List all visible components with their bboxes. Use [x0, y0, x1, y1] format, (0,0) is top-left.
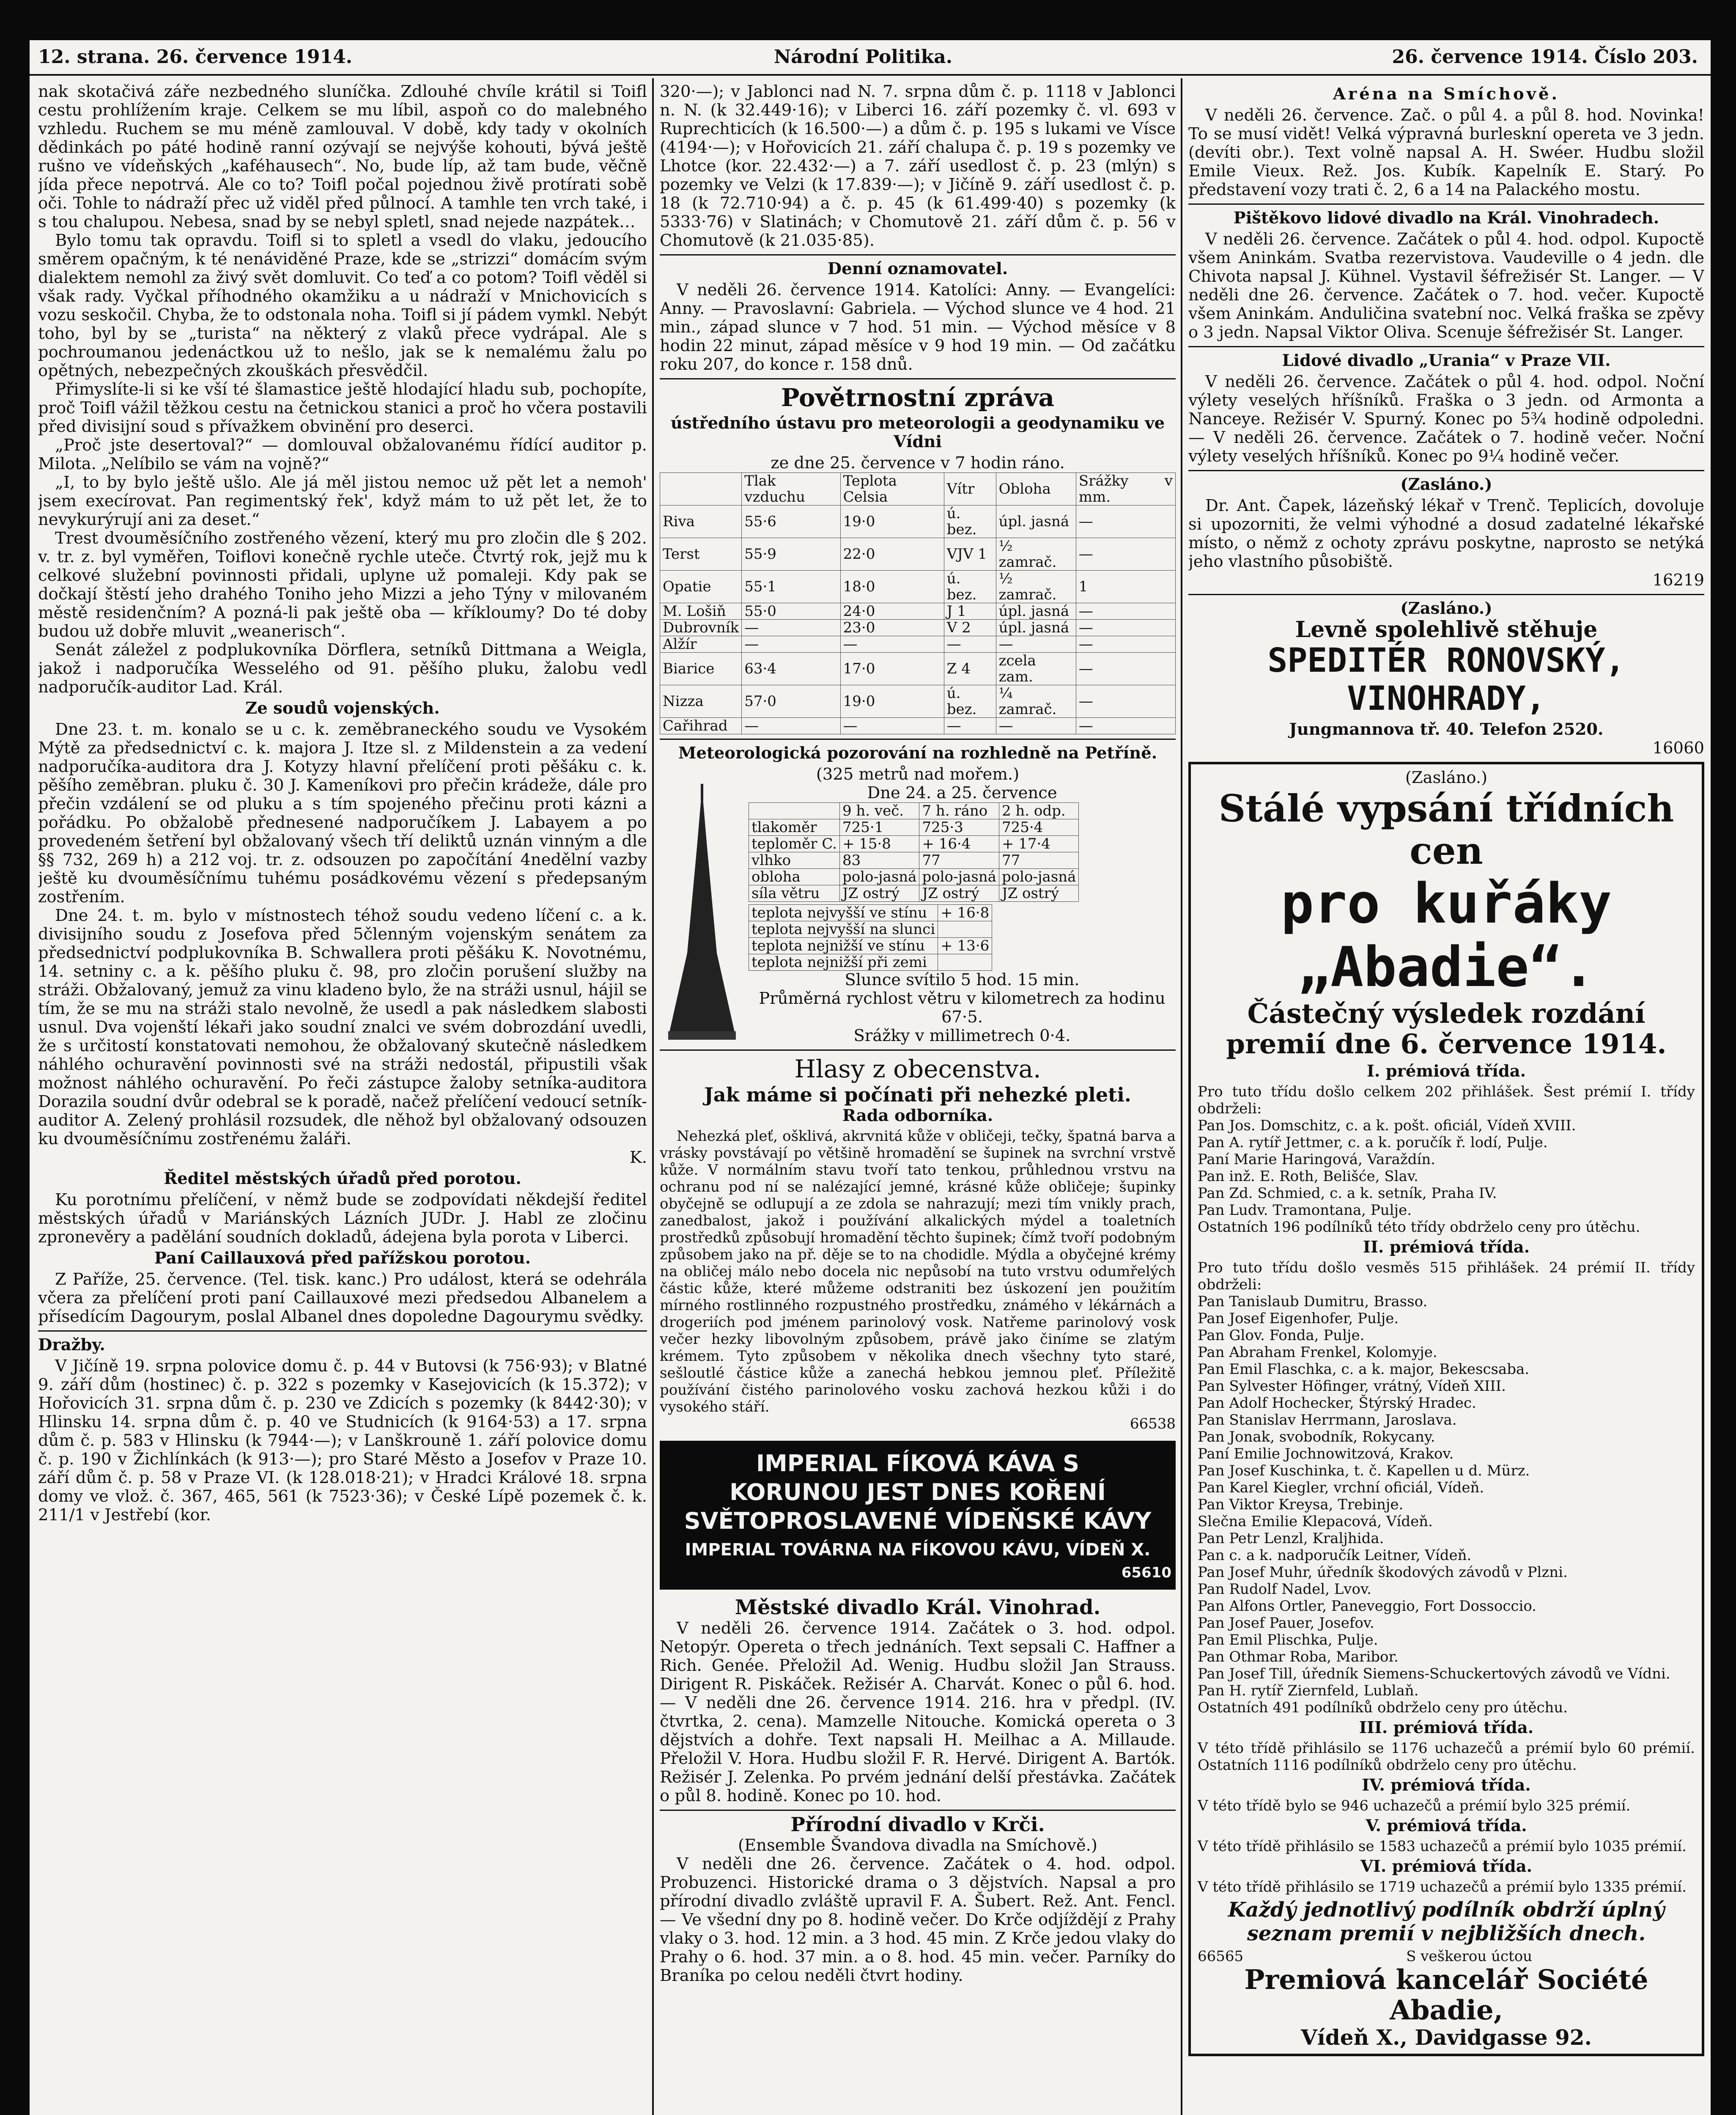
section-heading: Dražby. — [38, 1335, 105, 1354]
table-cell: teplota nejnižší ve stínu — [749, 938, 938, 954]
table-cell: JZ ostrý — [919, 885, 999, 902]
table-row — [749, 905, 992, 921]
divider — [1188, 470, 1704, 471]
table-cell: — — [996, 718, 1076, 734]
abadie-brand: pro kuřáky „Abadie“. — [1281, 871, 1612, 999]
voices-heading: Jak máme si počínati při nehezké pleti. — [704, 1083, 1131, 1106]
abadie-respect: S veškerou úctou — [1406, 1948, 1533, 1965]
table-cell: 83 — [839, 852, 919, 869]
table-cell — [938, 954, 992, 971]
prize-class-heading: V. prémiová třída. — [1366, 1816, 1527, 1835]
page-header — [30, 40, 1711, 76]
table-cell: 55·6 — [742, 505, 840, 538]
table-cell: 55·0 — [742, 603, 840, 620]
weather-title: Povětrnostní zpráva — [781, 383, 1055, 412]
table-cell: polo-jasná — [999, 869, 1079, 885]
ad-number: 16219 — [1652, 571, 1704, 590]
table-cell: teplota nejvyšší na slunci — [749, 921, 938, 938]
list-item: Pan A. rytíř Jettmer, c. a k. poručík ř. lodí, Pulje. — [1198, 1134, 1548, 1151]
table-cell: teploměr C. — [749, 836, 840, 852]
coffee-line: IMPERIAL FÍKOVÁ KÁVA S — [756, 1450, 1080, 1477]
table-cell: 19·0 — [840, 505, 944, 538]
table-cell: ú. bez. — [944, 571, 996, 603]
meteo-extremes — [749, 904, 992, 971]
table-cell: + 16·8 — [938, 905, 992, 921]
list-item: Pan Jonak, svobodník, Rokycany. — [1198, 1428, 1435, 1445]
article-paragraph: Přimyslíte-li si ke vší té šlamastice ještě hlodající hladu sub, pochopíte, proč Toifl vážil těžkou cestu na četnickou stanici a proč ho včera postavili před divisijní soud s přívažkem obvinění pro deserci. — [38, 380, 647, 436]
table-row — [749, 921, 992, 938]
meteo-date: Dne 24. a 25. července — [867, 783, 1057, 802]
table-cell: M. Lošiň — [660, 603, 742, 620]
capek-notice: Dr. Ant. Čapek, lázeňský lékař v Trenč. Teplicích, dovoluje si upozorniti, že velmi výhodné a dosud zadatelné lékařské místo, o němž z ochoty zprávu poskytne, naprosto se netýká jeho vlastního působiště. — [1188, 496, 1704, 571]
table-row — [660, 538, 1176, 571]
table-cell: — — [1076, 538, 1175, 571]
prize-class-rest: Ostatních 491 podílníků obdrželo ceny pro útěchu. — [1198, 1699, 1568, 1716]
prize-class-heading: III. prémiová třída. — [1359, 1718, 1534, 1737]
prize-class-heading: II. prémiová třída. — [1363, 1238, 1530, 1257]
nature-theatre-heading: Přírodní divadlo v Krči. — [790, 1813, 1045, 1836]
table-cell: JZ ostrý — [999, 885, 1079, 902]
ad-number: 66565 — [1198, 1948, 1244, 1965]
divider — [660, 739, 1176, 740]
prize-class-text: V této třídě přihlásilo se 1719 uchazečů a prémií bylo 1335 prémií. — [1198, 1879, 1687, 1895]
table-cell: Riva — [660, 505, 742, 538]
table-row — [749, 885, 1079, 902]
section-heading: Ředitel městských úřadů před porotou. — [164, 1169, 521, 1188]
table-cell: 17·0 — [840, 653, 944, 685]
masthead-title: Národní Politika. — [774, 46, 953, 68]
list-item: Pan Josef Pauer, Josefov. — [1198, 1615, 1374, 1632]
table-cell: 63·4 — [742, 653, 840, 685]
prize-class-rest: Ostatních 196 podílníků této třídy obdrželo ceny pro útěchu. — [1198, 1219, 1640, 1236]
table-cell: ú. bez. — [944, 685, 996, 718]
list-item: Pan Viktor Kreysa, Trebinje. — [1198, 1496, 1404, 1513]
newspaper-page — [30, 40, 1711, 2115]
petrin-tower-illustration — [660, 784, 744, 1046]
article-paragraph: Trest dvouměsíčního zostřeného vězení, který mu pro zločin dle § 202. v. tr. z. byl vyměřen, Toiflovi konečně rychle uteče. Čtvrtý rok, jejž mu k celkové služební povinnosti přidali, uplyne už pomaleji. Kdy pak se dočkají štěstí jeho drahého Toniho jeho Mizzi a jeho Týny v milovaném městě residenčním? A pozná-li pak ještě oba — kříkloumy? Do té doby budou už dobře mluvit „weanerisch“. — [38, 529, 647, 641]
table-cell: Alžír — [660, 636, 742, 653]
prize-class-text: V této třídě přihlásilo se 1176 uchazečů a prémií bylo 60 prémií. Ostatních 1116 podílníků obdrželo ceny pro útěchu. — [1198, 1740, 1695, 1774]
table-header-cell — [660, 473, 742, 505]
signature: K. — [629, 1148, 647, 1167]
table-cell: ¼ zamrač. — [996, 685, 1076, 718]
list-item: Pan Josef Kuschinka, t. č. Kapellen u d. Mürz. — [1198, 1462, 1530, 1479]
table-cell: — — [944, 718, 996, 734]
table-cell: 18·0 — [840, 571, 944, 603]
table-cell: 1 — [1076, 571, 1175, 603]
table-cell: Opatie — [660, 571, 742, 603]
weather-date: ze dne 25. července v 7 hodin ráno. — [771, 453, 1065, 472]
article-paragraph: Dne 24. t. m. bylo v místnostech téhož soudu vedeno líčení c. a k. divisijního soudu z Josefova před 5členným vojenským senátem za předsednictví podplukovníka B. Schwallera proti pěšáku K. Novotnému, 14. setniny c. a k. pěšího pluku č. 98, pro zločin porušení služby na stráži. Obžalovaný, jemuž za vinu kladeno bylo, že na stráži usnul, hájil se tím, že se mu na stráži stalo nevolně, že usedl a pak následkem slabosti usnul. Dva vojenští lékaři jako soudní znalci ve svém dobrozdání uvedli, že s určitostí konstatovati nemohou, že obžalovaný skutečně následkem náhlého ochuravění povinnosti své na stráži nedostál, připustili však možnost náhlého ochuravění. Po řeči zástupce žaloby setníka-auditora Dorazila soudní dvůr odebral se k poradě, načež přelíčení vedoucí setník-auditor A. Zelený prohlásil rozsudek, dle něhož byl obžalovaný odsouzen ku dvouměsíčnímu zostřenému žaláři. — [38, 906, 647, 1148]
prize-class-heading: I. prémiová třída. — [1366, 1062, 1526, 1081]
table-cell: ½ zamrač. — [996, 571, 1076, 603]
column-1 — [38, 82, 647, 2115]
list-item: Pan H. rytíř Ziernfeld, Lublaň. — [1198, 1682, 1419, 1699]
list-item: Pan Emil Flaschka, c. a k. major, Bekescsaba. — [1198, 1361, 1530, 1378]
table-cell: — — [1076, 685, 1175, 718]
divider — [660, 1810, 1176, 1811]
abadie-subhead: premií dne 6. července 1914. — [1226, 1028, 1667, 1060]
table-cell: ½ zamrač. — [996, 538, 1076, 571]
urania-text: V neděli 26. července. Začátek o půl 4. hod. odpol. Noční výlety veselých hříšníků. Fraška o 3 jedn. od Armonta a Nanceye. Režisér V. Spurný. Konec po 5¾ hodině odpoledni. — V neděli 26. července. Začátek o 7. hodině večer. Noční výlety veselých hříšníků. Konec po 9¼ hodině večer. — [1188, 372, 1704, 466]
table-cell: — — [1076, 603, 1175, 620]
table-cell: — — [742, 718, 840, 734]
arena-heading: Aréna na Smíchově. — [1333, 85, 1560, 104]
table-cell: zcela zam. — [996, 653, 1076, 685]
list-item: Pan Zd. Schmied, c. a k. setník, Praha IV. — [1198, 1185, 1497, 1202]
meteo-title: Meteorologická pozorování na rozhledně na Petříně. — [678, 744, 1157, 763]
table-cell: 725·3 — [919, 819, 999, 836]
list-item: Pan Glov. Fonda, Pulje. — [1198, 1327, 1365, 1344]
article-paragraph: Senát záležel z podplukovníka Dörflera, setníků Dittmana a Weigla, jakož i nadporučíka Wesselého od 91. pěšího pluku, žalobu vedl nadporučík-auditor Lad. Král. — [38, 640, 647, 697]
meteo-wind: Průměrná rychlost větru v kilometrech za hodinu 67·5. — [759, 989, 1166, 1027]
table-cell: + 13·6 — [938, 938, 992, 954]
table-cell: obloha — [749, 869, 840, 885]
auction-list: V Jičíně 19. srpna polovice domu č. p. 44 v Butovsi (k 756·93); v Blatné 9. září dům (hostinec) č. p. 322 s pozemky v Kasejovicích (k 15.372); v Hořovicích 31. srpna dům č. p. 230 ve Zdicích s pozemky (k 8442·30); v Hlinsku 14. srpna dům č. p. 40 ve Studnicích (k 9164·53) a 17. srpna dům č. p. 583 v Hlinsku (k 7944·—); v Lanškrouně 1. září polovice domu č. p. 190 v Žichlínkách (k 913·—); pro Staré Město a Josefov v Praze 10. září dům č. p. 58 v Praze VI. (k 128.018·21); v Hradci Králové 18. srpna domy ve vlož. č. 367, 465, 561 (k 7523·36); v České Lípě pozemek č. k. 211/1 v Jestřebí (kor. — [38, 1357, 647, 1524]
abadie-subhead: Částečný výsledek rozdání — [1247, 998, 1645, 1030]
table-header-cell: Srážky v mm. — [1076, 473, 1175, 505]
table-cell: 725·1 — [839, 819, 919, 836]
table-cell — [938, 921, 992, 938]
zaslano-label: (Zasláno.) — [1400, 475, 1492, 494]
abadie-headline: Stálé vypsání třídních cen — [1218, 786, 1674, 873]
table-cell: 55·1 — [742, 571, 840, 603]
mover-line: Levně spolehlivě stěhuje — [1295, 617, 1598, 643]
list-item: Pan Josef Muhr, úředník škodových závodů v Plzni. — [1198, 1564, 1568, 1581]
table-cell: úpl. jasná — [996, 603, 1076, 620]
meteo-subtitle: (325 metrů nad mořem.) — [816, 765, 1020, 784]
abadie-address: Vídeň X., Davidgasse 92. — [1301, 2025, 1592, 2050]
article-paragraph: nak skotačivá záře nezbedného sluníčka. Zdlouhé chvíle krátil si Toifl cestu prohlížením kraje. Celkem se mu líbil, aspoň co do malebného vzhledu. Ruchem se mu méně zamlouval. V době, kdy tady v okolních dědinkách po páté hodině ranní ozývají se nejvýše kohouti, bývá ještě rušno ve vídeňských „kaféhausech“. No, bude líp, až tam bude, věčně jída přece nepotrvá. Ale co to? Toifl počal pojednou živě protírati sobě oči. Tohle to nádraží přec už viděl před půlnocí. A tamhle ten vrch také, i s tou chalupou. Nebesa, snad by se nebyl spletl, snad nejede nazpátek… — [38, 82, 647, 231]
meteo-table — [749, 802, 1079, 902]
table-cell: síla větru — [749, 885, 840, 902]
list-item: Pan c. a k. nadporučík Leitner, Vídeň. — [1198, 1547, 1472, 1564]
divider — [1188, 346, 1704, 347]
column-3 — [1188, 82, 1704, 2115]
prize-class-text: V této třídě přihlásilo se 1583 uchazečů a prémií bylo 1035 prémií. — [1198, 1838, 1687, 1855]
table-cell: VJV 1 — [944, 538, 996, 571]
voices-title: Hlasy z obecenstva. — [794, 1055, 1041, 1083]
list-item: Pan Josef Eigenhofer, Pulje. — [1198, 1310, 1399, 1327]
coffee-line: IMPERIAL TOVÁRNA NA FÍKOVOU KÁVU, VÍDEŇ X. — [685, 1540, 1151, 1560]
winner-list — [1198, 1293, 1695, 1699]
nature-theatre-text: V neděli dne 26. července. Začátek o 4. hod. odpol. Probuzenci. Historické drama o 3 dějstvích. Napsal a pro přírodní divadlo zvláště upravil F. A. Šubert. Rež. Ant. Fencl. — Ve všední dny po 8. hodině večer. Do Krče odjíždějí z Prahy vlaky o 3. hod. 12 min. a 3 hod. 45 min. Z Krče jedou vlaky do Prahy o 6. hod. 37 min. a o 8. hod. 45 min. večer. Parníky do Braníka po celou neděli čtvrt hodiny. — [660, 1854, 1176, 1985]
article-paragraph: Z Paříže, 25. července. (Tel. tisk. kanc.) Pro událost, která se odehrála včera za přelíčení proti paní Caillauxové mezi předsedou Albanelem a přísedícím Dagourym, poslal Albanel dnes dopoledne Dagourymu svědky. — [38, 1270, 647, 1326]
table-cell: 77 — [999, 852, 1079, 869]
table-row — [749, 954, 992, 971]
theatre-heading: Městské divadlo Král. Vinohrad. — [735, 1596, 1101, 1619]
table-cell: 23·0 — [840, 620, 944, 636]
coffee-line: SVĚTOPROSLAVENÉ VÍDEŇSKÉ KÁVY — [684, 1508, 1152, 1534]
prize-class-text: Pro tuto třídu došlo vesměs 515 přihlášek. 24 prémií II. třídy obdrželi: — [1198, 1259, 1695, 1293]
table-row — [749, 852, 1079, 869]
list-item: Pan Emil Plischka, Pulje. — [1198, 1632, 1378, 1648]
list-item: Pan Stanislav Herrmann, Jaroslava. — [1198, 1412, 1457, 1428]
zaslano-label: (Zasláno.) — [1400, 599, 1492, 618]
table-cell: — — [944, 636, 996, 653]
table-cell: polo-jasná — [919, 869, 999, 885]
table-row — [749, 938, 992, 954]
weather-table — [660, 472, 1176, 734]
ad-number: 16060 — [1652, 739, 1704, 758]
table-cell: 77 — [919, 852, 999, 869]
table-cell: ú. bez. — [944, 505, 996, 538]
table-cell: — — [1076, 653, 1175, 685]
weather-subtitle: ústředního ústavu pro meteorologii a geodynamiku ve Vídni — [670, 414, 1165, 451]
list-item: Pan Adolf Hochecker, Štýrský Hradec. — [1198, 1395, 1476, 1412]
article-paragraph: Dne 23. t. m. konalo se u c. k. zeměbraneckého soudu ve Vysokém Mýtě za předsednictví c. k. majora J. Itze sl. z Mildenstein a za vedení nadporučíka-auditora dra J. Kotyzy hlavní přelíčení proti pěšáku c. k. pěšího zeměbran. pluku č. 30 J. Kameníkovi pro přečin krádeže, dále pro přečin vzdálení se od pluku a s tím spojeného přečinu proti kázni a pořádku. Po obžalobě přednesené nadporučíkem J. Labayem a po provedeném šetření byl obžalovaný všech tří deliktů uznán vinným a dle §§ 732, 269 h) a 212 voj. tr. z. odsouzen po započítání 4nedělní vazby ještě ku dvouměsíčnímu tuhému posádkovému vězení s předepsaným zostřením. — [38, 720, 647, 906]
table-header-cell: Teplota Celsia — [840, 473, 944, 505]
article-paragraph: „Proč jste desertoval?“ — domlouval obžalovanému řídící auditor p. Milota. „Nelíbilo se vám na vojně?“ — [38, 436, 647, 473]
table-cell: JZ ostrý — [839, 885, 919, 902]
table-row — [660, 603, 1176, 620]
table-row — [660, 718, 1176, 734]
prize-class-heading: IV. prémiová třída. — [1362, 1776, 1531, 1795]
column-2 — [660, 82, 1176, 2115]
table-cell: — — [1076, 620, 1175, 636]
table-cell: 57·0 — [742, 685, 840, 718]
table-cell: + 15·8 — [839, 836, 919, 852]
table-row — [660, 505, 1176, 538]
list-item: Pan Sylvester Höfinger, vrátný, Vídeň XIII. — [1198, 1378, 1506, 1395]
table-header-cell: 9 h. več. — [839, 803, 919, 819]
table-row — [749, 819, 1079, 836]
section-heading: Paní Caillauxová před pařížskou porotou. — [154, 1249, 531, 1268]
list-item: Pan Othmar Roba, Maribor. — [1198, 1648, 1399, 1665]
list-item: Pan Rudolf Nadel, Lvov. — [1198, 1581, 1371, 1598]
table-cell: — — [840, 718, 944, 734]
table-cell: + 17·4 — [999, 836, 1079, 852]
divider — [1188, 203, 1704, 205]
table-cell: tlakoměr — [749, 819, 840, 836]
divider — [38, 1330, 647, 1332]
section-heading: Denní oznamovatel. — [827, 259, 1008, 278]
abadie-advertisement — [1188, 762, 1704, 2056]
table-header-cell: 7 h. ráno — [919, 803, 999, 819]
auction-list-cont: 320·—); v Jablonci nad N. 7. srpna dům č. p. 1118 v Jablonci n. N. (k 32.449·16); v Liberci 16. září pozemky č. vl. 693 v Ruprechticích (k 16.500·—) a dům č. p. 195 s lukami ve Vísce (4194·—); v Hořovicích 21. září chalupa č. p. 19 s pozemky ve Lhotce (kor. 22.432·—) a 7. září usedlost č. p. 23 (mlýn) s pozemky ve Velzi (k 17.839·—); v Jičíně 9. září usedlost č. p. 18 (k 72.710·94) a č. p. 45 (k 61.499·40) s pozemky (k 5333·76) v Slatinách; v Chomutově 21. září dům č. p. 56 v Chomutově (k 21.035·85). — [660, 82, 1176, 250]
meteo-rain: Srážky v millimetrech 0·4. — [853, 1026, 1071, 1045]
list-item: Slečna Emilie Klepacová, Vídeň. — [1198, 1513, 1433, 1530]
table-cell: 22·0 — [840, 538, 944, 571]
table-cell: J 1 — [944, 603, 996, 620]
article-paragraph: „I, to by bylo ještě ušlo. Ale já měl jistou nemoc už pět let a nemoh' jsem execírovat. Pan regimentský řek', když mám to už pět let, že to nevykurýrují ani za deset.“ — [38, 473, 647, 529]
prize-class-text: Pro tuto třídu došlo celkem 202 přihlášek. Šest prémií I. třídy obdrželi: — [1198, 1083, 1695, 1117]
table-cell: V 2 — [944, 620, 996, 636]
mover-name: SPEDITÉR RONOVSKÝ, VINOHRADY, — [1267, 642, 1625, 718]
table-cell: vlhko — [749, 852, 840, 869]
table-cell: polo-jasná — [839, 869, 919, 885]
list-item: Pan Josef Till, úředník Siemens-Schuckertových závodů ve Vídni. — [1198, 1665, 1670, 1682]
section-heading: Ze soudů vojenských. — [245, 699, 440, 718]
article-paragraph: Bylo tomu tak opravdu. Toifl si to spletl a vsedl do vlaku, jedoucího směrem opačným, k té nenáviděné Praze, kde se „strizzi“ domácím svým dialektem nemohl za živý svět domluvit. Co teď a co potom? Toifl věděl si však rady. Vyčkal příhodného okamžiku a u nádraží v Mnichovicích s vozu seskočil. Chyba, že to odstonala noha. Toifl si jí pádem vymkl. Nebýt toho, byl by se „turista“ na některý z vlaků přece vydrápal. Ale s pochroumanou jedenáctkou už to nešlo, jak se k nemalému žalu po opětných, nebezpečných zkouškách přesvědčil. — [38, 231, 647, 380]
header-left: 12. strana. 26. července 1914. — [38, 46, 353, 68]
table-cell: — — [1076, 636, 1175, 653]
list-item: Pan Karel Kiegler, vrchní oficiál, Vídeň. — [1198, 1479, 1484, 1496]
table-row — [749, 869, 1079, 885]
list-item: Pan Alfons Ortler, Paneveggio, Fort Dossoccio. — [1198, 1598, 1536, 1615]
table-cell: + 16·4 — [919, 836, 999, 852]
table-cell: — — [840, 636, 944, 653]
urania-heading: Lidové divadlo „Urania“ v Praze VII. — [1282, 351, 1611, 370]
table-cell: teplota nejnižší při zemi — [749, 954, 938, 971]
table-header-cell: 2 h. odp. — [999, 803, 1079, 819]
table-cell: úpl. jasná — [996, 505, 1076, 538]
table-row — [749, 836, 1079, 852]
table-cell: Biarice — [660, 653, 742, 685]
table-cell: — — [1076, 505, 1175, 538]
list-item: Pan Jos. Domschitz, c. a k. pošt. oficiál, Vídeň XVIII. — [1198, 1117, 1576, 1134]
list-item: Pan Ludv. Tramontana, Pulje. — [1198, 1202, 1412, 1219]
prize-class-heading: VI. prémiová třída. — [1360, 1857, 1533, 1876]
list-item: Pan Abraham Frenkel, Kolomyje. — [1198, 1344, 1437, 1361]
pistek-text: V neděli 26. července. Začátek o půl 4. hod. odpol. Kupoctě všem Aninkám. Svatba rezervistova. Vaudeville o 4 jedn. dle Chivota napsal J. Kühnel. Vystavil šéfrežisér St. Langer. — V neděli dne 26. července. Začátek o 7. hod. večer. Kupoctě všem Aninkám. Anduličina svatební noc. Velká fraška se zpěvy o 3 jedn. Napsal Viktor Oliva. Scenuje šéfrežisér St. Langer. — [1188, 230, 1704, 342]
table-header-cell: Tlak vzduchu — [742, 473, 840, 505]
table-header-cell: Obloha — [996, 473, 1076, 505]
table-cell: — — [1076, 718, 1175, 734]
table-cell: 19·0 — [840, 685, 944, 718]
coffee-line: KORUNOU JEST DNES KOŘENÍ — [730, 1479, 1106, 1505]
table-header-cell: Vítr — [944, 473, 996, 505]
list-item: Pan Tanislaub Dumitru, Brasso. — [1198, 1293, 1428, 1310]
theatre-text: V neděli 26. července 1914. Začátek o 3. hod. odpol. Netopýr. Opereta o třech jednáních. Text sepsali C. Haffner a Rich. Genée. Přeložil Ad. Wenig. Hudbu složil Jan Strauss. Dirigent R. Piskáček. Režisér A. Charvát. Konec o půl 6. hod. — V neděli dne 26. července 1914. 216. hra v předpl. (IV. čtvrtka, 2. cena). Mamzelle Nitouche. Komická opereta o 3 dějstvích a dohře. Text napsali H. Meilhac a A. Millaude. Přeložil V. Hora. Hudbu složil F. R. Hervé. Dirigent A. Bartók. Režisér J. Zelenka. Po prvém jednání delší přestávka. Začátek o půl 8. hodině. Konec po 10. hod. — [660, 1619, 1176, 1805]
table-cell: 24·0 — [840, 603, 944, 620]
arena-text: V neděli 26. července. Zač. o půl 4. a půl 8. hod. Novinka! To se musí vidět! Velká výpravná burleskní opereta ve 3 jedn. (devíti obr.). Text volně napsal A. H. Swéer. Hudbu složil Emile Vieux. Rež. Jos. Kubík. Kapelník E. Starý. Po představení vozy trati č. 2, 6 a 14 na Palackého mostu. — [1188, 106, 1704, 199]
list-item: Pan Petr Lenzl, Kraljhida. — [1198, 1530, 1384, 1547]
table-cell: Cařihrad — [660, 718, 742, 734]
table-row — [660, 620, 1176, 636]
table-cell: teplota nejvyšší ve stínu — [749, 905, 938, 921]
table-cell: Dubrovník — [660, 620, 742, 636]
table-row — [660, 571, 1176, 603]
table-cell: Nizza — [660, 685, 742, 718]
voices-subheading: Rada odborníka. — [842, 1106, 993, 1125]
list-item: Pan inž. E. Roth, Belišće, Slav. — [1198, 1168, 1418, 1185]
divider — [660, 378, 1176, 379]
abadie-firm: Premiová kancelář Société Abadie, — [1244, 1964, 1648, 2026]
list-item: Paní Marie Haringová, Varaždín. — [1198, 1151, 1436, 1168]
table-cell: 55·9 — [742, 538, 840, 571]
coffee-advertisement — [660, 1441, 1176, 1590]
voices-text: Nehezká pleť, ošklivá, akrvnitá kůže v obličeji, tečky, špatná barva a vrásky povstávají po většině hromadění se šupinek na svrchní vrstvě kůže. V normálním stavu tvoří tato tenkou, průhlednou vrstvu na ochranu pod ní se nalézající jemné, krásné kůže obličeje; šupinky obyčejně se odlupují a ze zdola se nahrazují; mezi tím vnikly prach, zanedbalost, jakož i používání alkalických mýdel a toaletních prostředků způsobují hromadění těchto šupinek; čímž tvoří podobným způsobem jako na př. děje se to na chodidle. Mýdla a obyčejné krémy na obličej málo nebo docela nic nepůsobí na tuto vrstvu odumřelých částic kůže, které můžeme odstraniti bez úskození jen použitím mírného rostlinného rozpustného prostředku, známého v lékárnách a drogeriích pod jménem parinolový vosk. Natřeme parinolový vosk večer hezky libovolným způsobem, právě jako činíme se zlatým krémem. Tyto způsobem v několika dnech všechny tyto staré, sešloutlé částice kůže a zanechá hebkou jemnou pleť. Příležitě používání čistého parinolového vosku zachová hezkou kůži i do vysokého stáří. — [660, 1128, 1176, 1415]
ad-number: 65610 — [1121, 1564, 1171, 1581]
table-row — [660, 636, 1176, 653]
table-row — [660, 653, 1176, 685]
table-cell: Z 4 — [944, 653, 996, 685]
table-cell: — — [742, 636, 840, 653]
pistek-heading: Pištěkovo lidové divadlo na Král. Vinohradech. — [1233, 209, 1659, 228]
calendar-notice: V neděli 26. července 1914. Katolíci: Anny. — Evangelíci: Anny. — Pravoslavní: Gabriela. — Východ slunce ve 4 hod. 21 min., západ slunce v 7 hod. 51 min. — Východ měsíce v 8 hodin 22 minut, západ měsíce v 9 hod 19 min. — Od začátku roku 207, do konce r. 158 dnů. — [660, 280, 1176, 374]
table-cell: Terst — [660, 538, 742, 571]
mover-address: Jungmannova tř. 40. Telefon 2520. — [1289, 720, 1604, 739]
zaslano-label: (Zasláno.) — [1405, 768, 1488, 787]
article-paragraph: Ku porotnímu přelíčení, v němž bude se zodpovídati někdejší ředitel městských úřadů v Mariánských Lázních JUDr. J. Habl ze zločinu zpronevěry a padělání soudních dokladů, ádejena byla porota v Liberci. — [38, 1190, 647, 1247]
table-row — [660, 685, 1176, 718]
header-right: 26. července 1914. Číslo 203. — [1392, 46, 1698, 68]
divider — [660, 1049, 1176, 1051]
column-rule-2 — [1181, 78, 1182, 2115]
divider — [660, 254, 1176, 255]
nature-theatre-subtitle: (Ensemble Švandova divadla na Smíchově.) — [738, 1836, 1097, 1855]
ad-number: 66538 — [1130, 1415, 1176, 1432]
column-rule-1 — [652, 78, 654, 2115]
table-header-cell — [749, 803, 840, 819]
abadie-footer-note: Každý jednotlivý podílník obdrží úplný seznam premií v nejbližších dnech. — [1228, 1898, 1665, 1945]
table-cell: 725·4 — [999, 819, 1079, 836]
table-cell: úpl. jasná — [996, 620, 1076, 636]
divider — [1188, 594, 1704, 595]
winner-list — [1198, 1117, 1695, 1219]
table-cell: — — [742, 620, 840, 636]
prize-class-text: V této třídě bylo se 946 uchazečů a prémií bylo 325 prémií. — [1198, 1797, 1631, 1814]
meteo-sun: Slunce svítilo 5 hod. 15 min. — [845, 970, 1080, 989]
list-item: Paní Emilie Jochnowitzová, Krakov. — [1198, 1445, 1454, 1462]
table-cell: — — [996, 636, 1076, 653]
